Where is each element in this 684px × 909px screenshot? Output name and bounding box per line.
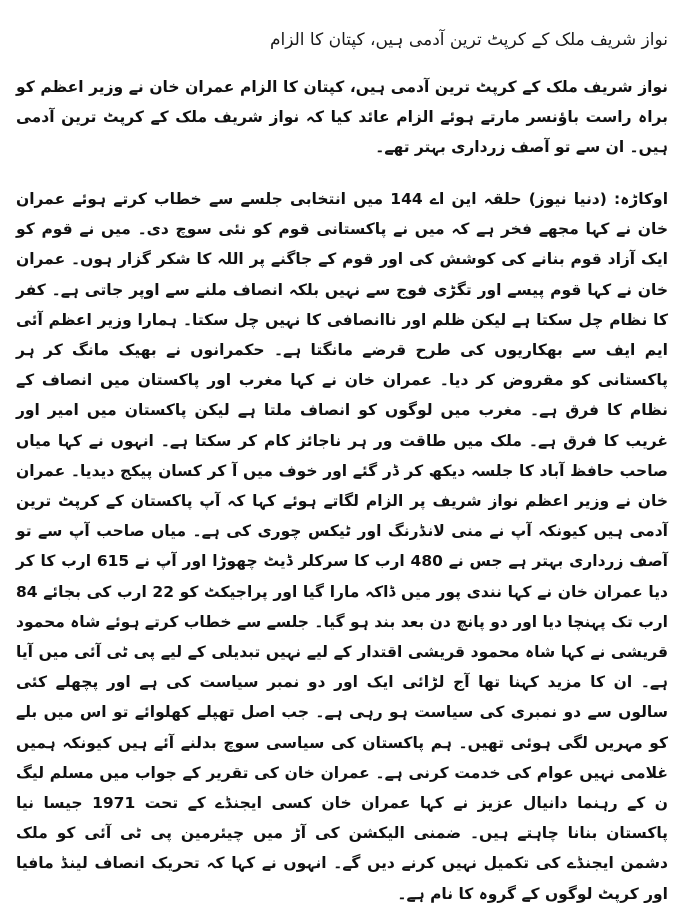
news-article [16, 28, 668, 909]
article-lead-paragraph: نواز شریف ملک کے کرپٹ ترین آدمی ہیں، کپتان کا الزام عمران خان نے وزیر اعظم کو براہ راست باؤنسر مارتے ہوئے الزام عائد کیا کہ نواز شریف ملک کے کرپٹ ترین آدمی ہیں۔ ان سے تو آصف زرداری بہتر تھے۔ [16, 78, 668, 156]
article-body-paragraph: اوکاڑہ: (دنیا نیوز) حلقہ این اے 144 میں انتخابی جلسے سے خطاب کرتے ہوئے عمران خان نے کہا مجھے فخر ہے کہ میں نے پاکستانی قوم کو نئی سوچ دی۔ میں نے قوم کو ایک آزاد قوم بنانے کی کوشش کی اور قوم کے جاگنے پر اللہ کا شکر گزار ہوں۔ عمران خان نے کہا قوم پیسے اور تگڑی فوج سے نہیں بلکہ انصاف ملنے سے اوپر جاتی ہے۔ کفر کا نظام چل سکتا ہے لیکن ظلم اور ناانصافی کا نہیں چل سکتا۔ ہمارا وزیر اعظم آئی ایم ایف سے بھکاریوں کی طرح قرضے مانگتا ہے۔ حکمرانوں نے بھیک مانگ کر ہر پاکستانی کو مقروض کر دیا۔ عمران خان نے کہا مغرب اور پاکستان میں انصاف کے نظام کا فرق ہے۔ مغرب میں لوگوں کو انصاف ملتا ہے لیکن پاکستان میں امیر اور غریب کا فرق ہے۔ ملک میں طاقت ور ہر ناجائز کام کر سکتا ہے۔ انہوں نے کہا میاں صاحب حافظ آباد کا جلسہ دیکھ کر ڈر گئے اور خوف میں آ کر کسان پیکج دیدیا۔ عمران خان نے وزیر اعظم نواز شریف پر الزام لگاتے ہوئے کہا کہ آپ پاکستان کے کرپٹ ترین آدمی ہیں کیونکہ آپ نے منی لانڈرنگ اور ٹیکس چوری کی ہے۔ میاں صاحب آپ سے تو آصف زرداری بہتر ہے جس نے 480 ارب کا سرکلر ڈیٹ چھوڑا اور آپ نے 615 ارب کا کر دیا عمران خان نے کہا نندی پور میں ڈاکہ مارا گیا اور پراجیکٹ کو 22 ارب کی بجائے 84 ارب تک پہنچا دیا اور دو پانچ دن بعد بند ہو گیا۔ جلسے سے خطاب کرتے ہوئے شاہ محمود قریشی نے کہا شاہ محمود قریشی اقتدار کے لیے نہیں تبدیلی کے لیے پی ٹی آئی میں آیا ہے۔ ان کا مزید کہنا تھا آج لڑائی ایک اور دو نمبر سیاست کی ہے اور پچھلے کئی سالوں سے دو نمبری کی سیاست ہو رہی ہے۔ جب اصل تھپلے کھلوائے تو اس میں بلے کو مہریں لگی ہوئی تھیں۔ ہم پاکستان کی سیاسی سوچ بدلنے آئے ہیں کیونکہ ہمیں غلامی نہیں عوام کی خدمت کرنی ہے۔ عمران خان کی تقریر کے جواب میں مسلم لیگ ن کے رہنما دانیال عزیز نے کہا عمران خان کسی ایجنڈے کے تحت 1971 جیسا نیا پاکستان بنانا چاہتے ہیں۔ ضمنی الیکشن کی آڑ میں چیئرمین پی ٹی آئی کو ملک دشمن ایجنڈے کی تکمیل نہیں کرنے دیں گے۔ انہوں نے کہا کہ تحریک انصاف لینڈ مافیا اور کرپٹ لوگوں کے گروہ کا نام ہے۔ [16, 190, 669, 903]
article-title: نواز شریف ملک کے کرپٹ ترین آدمی ہیں، کپتان کا الزام [269, 30, 668, 50]
